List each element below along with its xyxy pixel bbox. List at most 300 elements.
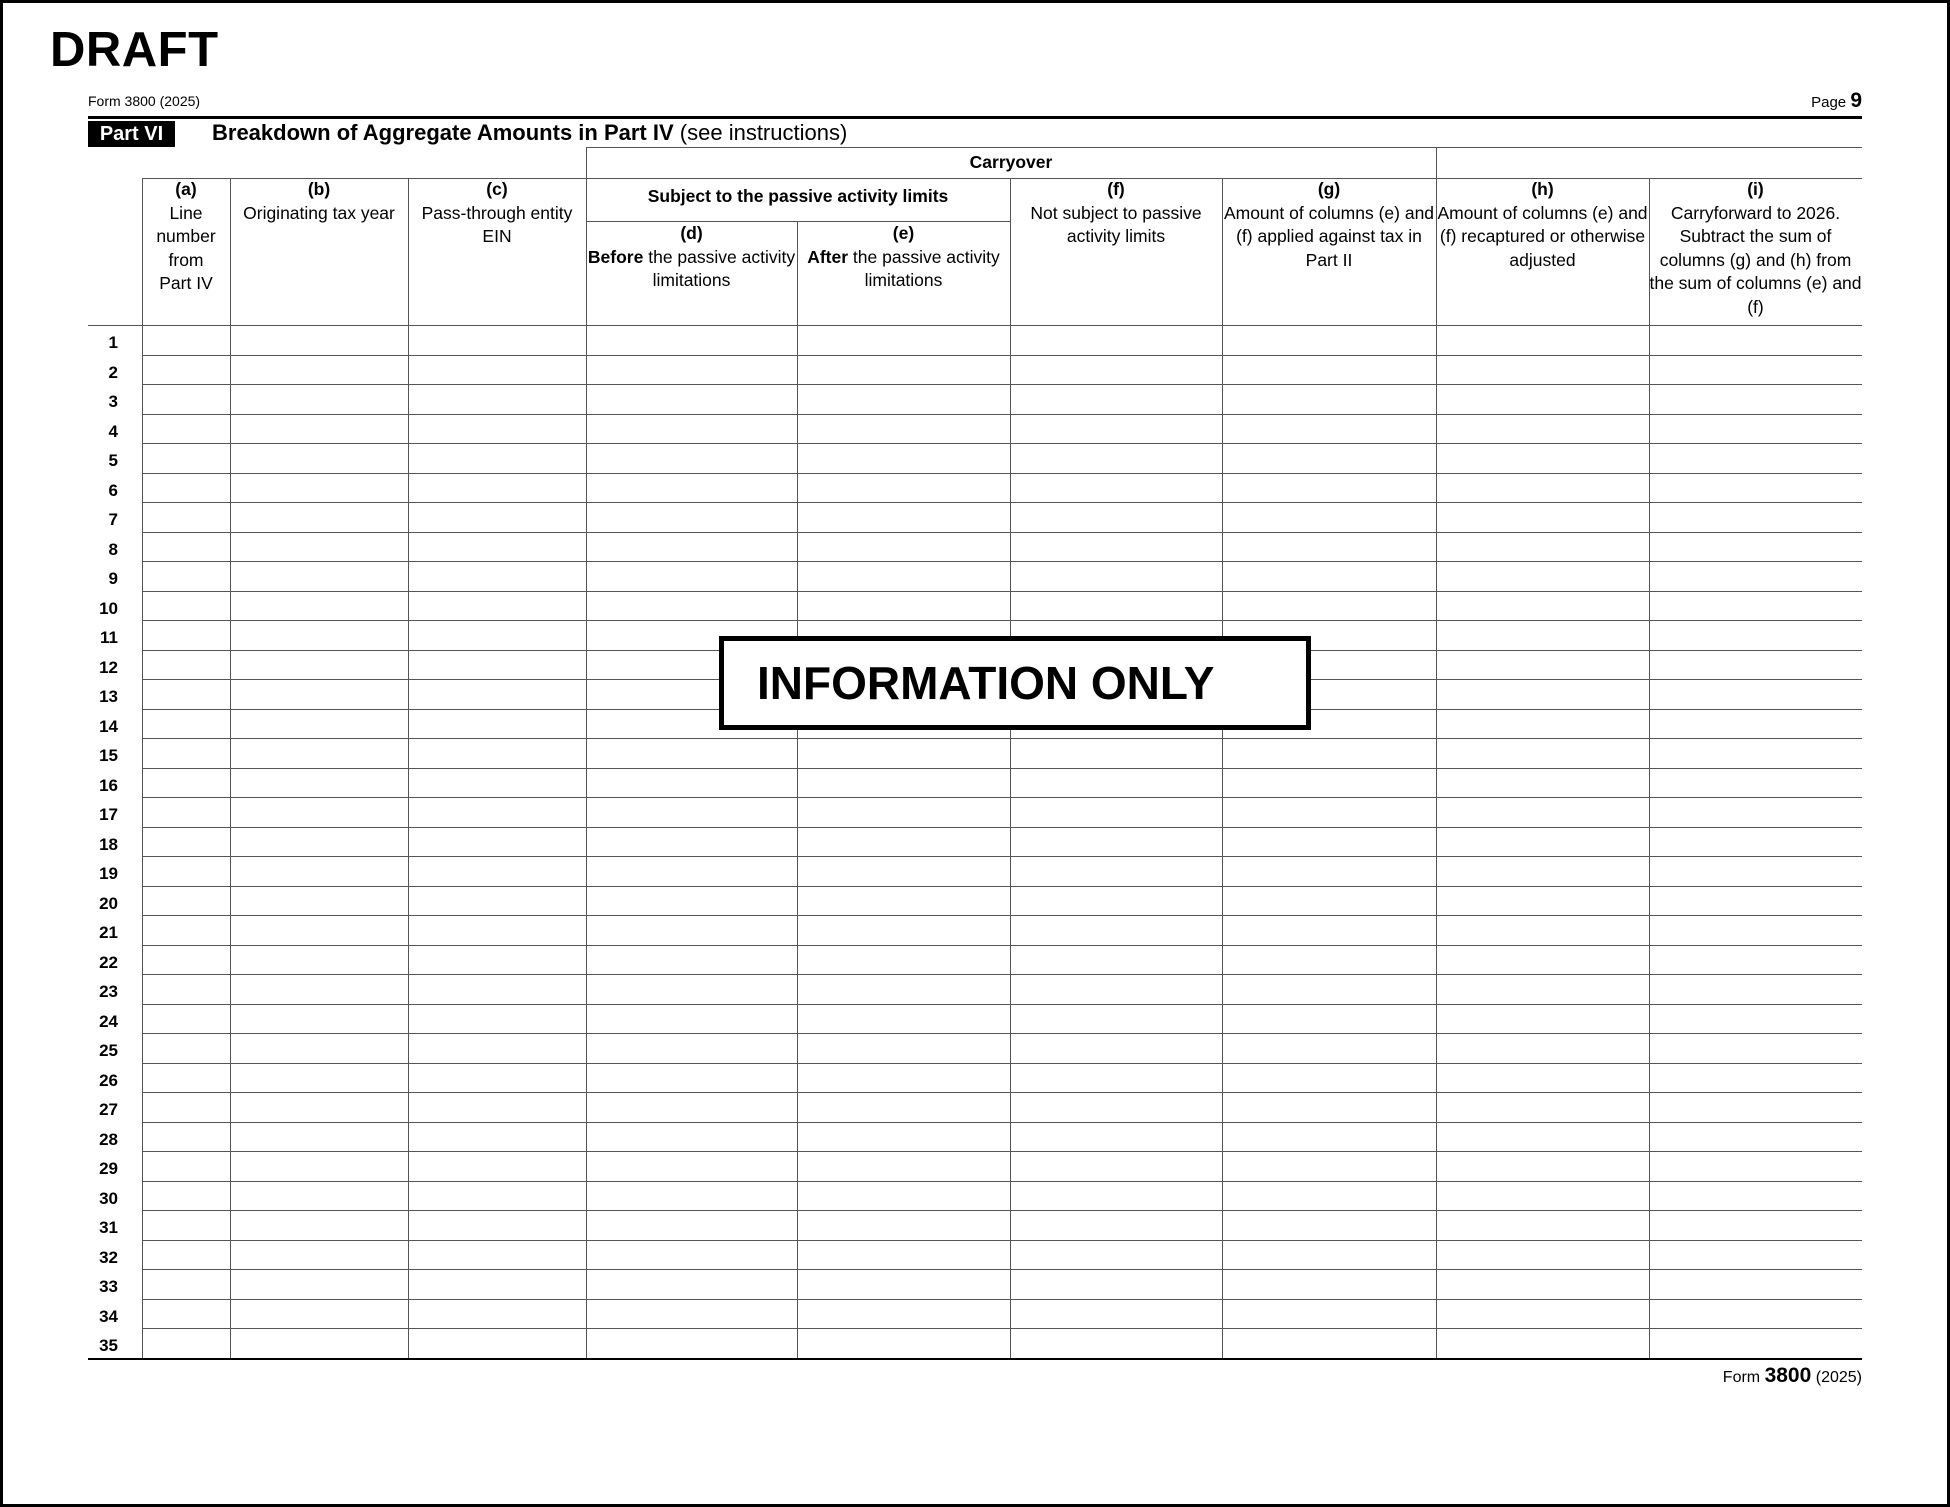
table-cell[interactable] <box>1011 1182 1222 1211</box>
table-cell[interactable] <box>798 1211 1010 1240</box>
table-cell[interactable] <box>798 1270 1010 1299</box>
table-cell[interactable] <box>587 562 797 591</box>
table-cell[interactable] <box>409 975 586 1004</box>
table-cell[interactable] <box>231 828 408 857</box>
table-cell[interactable] <box>143 916 230 945</box>
table-cell[interactable] <box>143 828 230 857</box>
table-cell[interactable] <box>1223 1241 1436 1270</box>
table-cell[interactable] <box>231 769 408 798</box>
table-cell[interactable] <box>587 1005 797 1034</box>
table-cell[interactable] <box>1223 916 1436 945</box>
table-cell[interactable] <box>1011 474 1222 503</box>
table-cell[interactable] <box>231 857 408 886</box>
table-cell[interactable] <box>1437 503 1649 532</box>
table-cell[interactable] <box>231 1152 408 1181</box>
table-cell[interactable] <box>1223 1329 1436 1358</box>
table-cell[interactable] <box>587 1152 797 1181</box>
table-cell[interactable] <box>409 1005 586 1034</box>
table-cell[interactable] <box>1223 887 1436 916</box>
table-cell[interactable] <box>409 916 586 945</box>
table-cell[interactable] <box>143 946 230 975</box>
table-cell[interactable] <box>1223 1300 1436 1329</box>
table-cell[interactable] <box>143 326 230 355</box>
table-cell[interactable] <box>587 503 797 532</box>
table-cell[interactable] <box>587 415 797 444</box>
table-cell[interactable] <box>798 916 1010 945</box>
table-cell[interactable] <box>143 975 230 1004</box>
table-cell[interactable] <box>409 769 586 798</box>
table-cell[interactable] <box>409 680 586 709</box>
table-cell[interactable] <box>143 857 230 886</box>
table-cell[interactable] <box>798 1064 1010 1093</box>
table-cell[interactable] <box>587 798 797 827</box>
table-cell[interactable] <box>231 1211 408 1240</box>
table-cell[interactable] <box>1650 621 1862 650</box>
table-cell[interactable] <box>587 385 797 414</box>
table-cell[interactable] <box>409 651 586 680</box>
table-cell[interactable] <box>409 1300 586 1329</box>
table-cell[interactable] <box>143 769 230 798</box>
table-cell[interactable] <box>587 1211 797 1240</box>
table-cell[interactable] <box>1437 415 1649 444</box>
table-cell[interactable] <box>409 444 586 473</box>
table-cell[interactable] <box>1437 1034 1649 1063</box>
table-cell[interactable] <box>143 1270 230 1299</box>
table-cell[interactable] <box>587 1329 797 1358</box>
table-cell[interactable] <box>798 1123 1010 1152</box>
table-cell[interactable] <box>143 1329 230 1358</box>
table-cell[interactable] <box>1437 326 1649 355</box>
table-cell[interactable] <box>1650 798 1862 827</box>
table-cell[interactable] <box>587 592 797 621</box>
table-cell[interactable] <box>798 533 1010 562</box>
table-cell[interactable] <box>231 739 408 768</box>
table-cell[interactable] <box>1437 562 1649 591</box>
table-cell[interactable] <box>1011 503 1222 532</box>
table-cell[interactable] <box>587 1241 797 1270</box>
table-cell[interactable] <box>587 474 797 503</box>
table-cell[interactable] <box>587 1300 797 1329</box>
table-cell[interactable] <box>409 1064 586 1093</box>
table-cell[interactable] <box>143 1093 230 1122</box>
table-cell[interactable] <box>231 415 408 444</box>
table-cell[interactable] <box>231 533 408 562</box>
table-cell[interactable] <box>409 887 586 916</box>
table-cell[interactable] <box>143 356 230 385</box>
table-cell[interactable] <box>1437 975 1649 1004</box>
table-cell[interactable] <box>409 356 586 385</box>
table-cell[interactable] <box>143 1182 230 1211</box>
table-cell[interactable] <box>1011 415 1222 444</box>
table-cell[interactable] <box>1437 769 1649 798</box>
table-cell[interactable] <box>143 1123 230 1152</box>
table-cell[interactable] <box>143 385 230 414</box>
table-cell[interactable] <box>1437 1123 1649 1152</box>
table-cell[interactable] <box>1011 739 1222 768</box>
table-cell[interactable] <box>1650 1300 1862 1329</box>
table-cell[interactable] <box>1650 975 1862 1004</box>
table-cell[interactable] <box>1437 857 1649 886</box>
table-cell[interactable] <box>1650 1093 1862 1122</box>
table-cell[interactable] <box>798 356 1010 385</box>
table-cell[interactable] <box>1437 474 1649 503</box>
table-cell[interactable] <box>231 444 408 473</box>
table-cell[interactable] <box>1650 769 1862 798</box>
table-cell[interactable] <box>587 1123 797 1152</box>
table-cell[interactable] <box>1650 1241 1862 1270</box>
table-cell[interactable] <box>1223 326 1436 355</box>
table-cell[interactable] <box>587 769 797 798</box>
table-cell[interactable] <box>1650 326 1862 355</box>
table-cell[interactable] <box>1650 1005 1862 1034</box>
table-cell[interactable] <box>1650 857 1862 886</box>
table-cell[interactable] <box>1650 385 1862 414</box>
table-cell[interactable] <box>231 798 408 827</box>
table-cell[interactable] <box>798 503 1010 532</box>
table-cell[interactable] <box>231 385 408 414</box>
table-cell[interactable] <box>798 739 1010 768</box>
table-cell[interactable] <box>587 916 797 945</box>
table-cell[interactable] <box>798 798 1010 827</box>
table-cell[interactable] <box>1223 444 1436 473</box>
table-cell[interactable] <box>1650 474 1862 503</box>
table-cell[interactable] <box>231 916 408 945</box>
table-cell[interactable] <box>1223 1123 1436 1152</box>
table-cell[interactable] <box>1011 592 1222 621</box>
table-cell[interactable] <box>587 1093 797 1122</box>
table-cell[interactable] <box>1437 1270 1649 1299</box>
table-cell[interactable] <box>231 326 408 355</box>
table-cell[interactable] <box>1011 1241 1222 1270</box>
table-cell[interactable] <box>231 1123 408 1152</box>
table-cell[interactable] <box>143 444 230 473</box>
table-cell[interactable] <box>1011 326 1222 355</box>
table-cell[interactable] <box>409 562 586 591</box>
table-cell[interactable] <box>798 857 1010 886</box>
table-cell[interactable] <box>409 385 586 414</box>
table-cell[interactable] <box>143 739 230 768</box>
table-cell[interactable] <box>1011 769 1222 798</box>
table-cell[interactable] <box>1437 828 1649 857</box>
table-cell[interactable] <box>798 1182 1010 1211</box>
table-cell[interactable] <box>1437 1329 1649 1358</box>
table-cell[interactable] <box>1223 1064 1436 1093</box>
table-cell[interactable] <box>143 1152 230 1181</box>
table-cell[interactable] <box>1437 1182 1649 1211</box>
table-cell[interactable] <box>1650 1270 1862 1299</box>
table-cell[interactable] <box>798 1152 1010 1181</box>
table-cell[interactable] <box>231 651 408 680</box>
table-cell[interactable] <box>1223 828 1436 857</box>
table-cell[interactable] <box>231 1064 408 1093</box>
table-cell[interactable] <box>1437 1211 1649 1240</box>
table-cell[interactable] <box>798 828 1010 857</box>
table-cell[interactable] <box>409 503 586 532</box>
table-cell[interactable] <box>1437 710 1649 739</box>
table-cell[interactable] <box>798 1300 1010 1329</box>
table-cell[interactable] <box>1223 1182 1436 1211</box>
table-cell[interactable] <box>409 857 586 886</box>
table-cell[interactable] <box>798 444 1010 473</box>
table-cell[interactable] <box>1223 1093 1436 1122</box>
table-cell[interactable] <box>1650 710 1862 739</box>
table-cell[interactable] <box>231 621 408 650</box>
table-cell[interactable] <box>1223 503 1436 532</box>
table-cell[interactable] <box>1650 828 1862 857</box>
table-cell[interactable] <box>1650 1034 1862 1063</box>
table-cell[interactable] <box>1011 562 1222 591</box>
table-cell[interactable] <box>409 946 586 975</box>
table-cell[interactable] <box>1011 385 1222 414</box>
table-cell[interactable] <box>231 946 408 975</box>
table-cell[interactable] <box>409 1270 586 1299</box>
table-cell[interactable] <box>409 1034 586 1063</box>
table-cell[interactable] <box>143 1034 230 1063</box>
table-cell[interactable] <box>143 1064 230 1093</box>
table-cell[interactable] <box>231 503 408 532</box>
table-cell[interactable] <box>409 592 586 621</box>
table-cell[interactable] <box>1223 415 1436 444</box>
table-cell[interactable] <box>1437 1152 1649 1181</box>
table-cell[interactable] <box>1223 474 1436 503</box>
table-cell[interactable] <box>409 415 586 444</box>
table-cell[interactable] <box>409 1182 586 1211</box>
table-cell[interactable] <box>409 798 586 827</box>
table-cell[interactable] <box>1650 533 1862 562</box>
table-cell[interactable] <box>1223 533 1436 562</box>
table-cell[interactable] <box>1223 946 1436 975</box>
table-cell[interactable] <box>409 1123 586 1152</box>
table-cell[interactable] <box>587 356 797 385</box>
table-cell[interactable] <box>1011 857 1222 886</box>
table-cell[interactable] <box>1650 415 1862 444</box>
table-cell[interactable] <box>231 1093 408 1122</box>
table-cell[interactable] <box>231 710 408 739</box>
table-cell[interactable] <box>231 887 408 916</box>
table-cell[interactable] <box>1011 533 1222 562</box>
table-cell[interactable] <box>587 828 797 857</box>
table-cell[interactable] <box>1650 1329 1862 1358</box>
table-cell[interactable] <box>1011 975 1222 1004</box>
table-cell[interactable] <box>143 710 230 739</box>
table-cell[interactable] <box>1650 1064 1862 1093</box>
table-cell[interactable] <box>587 444 797 473</box>
table-cell[interactable] <box>1437 946 1649 975</box>
table-cell[interactable] <box>1437 916 1649 945</box>
table-cell[interactable] <box>1650 356 1862 385</box>
table-cell[interactable] <box>1437 1241 1649 1270</box>
table-cell[interactable] <box>1223 1005 1436 1034</box>
table-cell[interactable] <box>1437 651 1649 680</box>
table-cell[interactable] <box>1437 444 1649 473</box>
table-cell[interactable] <box>1223 562 1436 591</box>
table-cell[interactable] <box>1011 1123 1222 1152</box>
table-cell[interactable] <box>1223 1211 1436 1240</box>
table-cell[interactable] <box>1650 1182 1862 1211</box>
table-cell[interactable] <box>1650 651 1862 680</box>
table-cell[interactable] <box>1011 1093 1222 1122</box>
table-cell[interactable] <box>143 1241 230 1270</box>
table-cell[interactable] <box>1650 916 1862 945</box>
table-cell[interactable] <box>409 1152 586 1181</box>
table-cell[interactable] <box>587 975 797 1004</box>
table-cell[interactable] <box>231 1034 408 1063</box>
table-cell[interactable] <box>1650 592 1862 621</box>
table-cell[interactable] <box>1650 1211 1862 1240</box>
table-cell[interactable] <box>587 857 797 886</box>
table-cell[interactable] <box>409 1093 586 1122</box>
table-cell[interactable] <box>587 1034 797 1063</box>
table-cell[interactable] <box>231 1005 408 1034</box>
table-cell[interactable] <box>1437 887 1649 916</box>
table-cell[interactable] <box>1223 1034 1436 1063</box>
table-cell[interactable] <box>1650 887 1862 916</box>
table-cell[interactable] <box>1223 1152 1436 1181</box>
table-cell[interactable] <box>1223 857 1436 886</box>
table-cell[interactable] <box>587 1064 797 1093</box>
table-cell[interactable] <box>231 356 408 385</box>
table-cell[interactable] <box>231 1300 408 1329</box>
table-cell[interactable] <box>1011 798 1222 827</box>
table-cell[interactable] <box>1223 975 1436 1004</box>
table-cell[interactable] <box>143 1300 230 1329</box>
table-cell[interactable] <box>143 680 230 709</box>
table-cell[interactable] <box>587 1270 797 1299</box>
table-cell[interactable] <box>1437 385 1649 414</box>
table-cell[interactable] <box>1223 739 1436 768</box>
table-cell[interactable] <box>587 533 797 562</box>
table-cell[interactable] <box>1437 1005 1649 1034</box>
table-cell[interactable] <box>1437 1093 1649 1122</box>
table-cell[interactable] <box>798 769 1010 798</box>
table-cell[interactable] <box>409 828 586 857</box>
table-cell[interactable] <box>409 474 586 503</box>
table-cell[interactable] <box>798 326 1010 355</box>
table-cell[interactable] <box>1011 1211 1222 1240</box>
table-cell[interactable] <box>143 503 230 532</box>
table-cell[interactable] <box>1011 1152 1222 1181</box>
table-cell[interactable] <box>798 1034 1010 1063</box>
table-cell[interactable] <box>231 562 408 591</box>
table-cell[interactable] <box>1437 592 1649 621</box>
table-cell[interactable] <box>1437 680 1649 709</box>
table-cell[interactable] <box>1223 592 1436 621</box>
table-cell[interactable] <box>587 887 797 916</box>
table-cell[interactable] <box>231 1329 408 1358</box>
table-cell[interactable] <box>143 592 230 621</box>
table-cell[interactable] <box>143 887 230 916</box>
table-cell[interactable] <box>1650 1123 1862 1152</box>
table-cell[interactable] <box>798 1329 1010 1358</box>
table-cell[interactable] <box>1437 533 1649 562</box>
table-cell[interactable] <box>587 1182 797 1211</box>
table-cell[interactable] <box>1650 739 1862 768</box>
table-cell[interactable] <box>798 474 1010 503</box>
table-cell[interactable] <box>798 385 1010 414</box>
table-cell[interactable] <box>1437 356 1649 385</box>
table-cell[interactable] <box>1437 1300 1649 1329</box>
table-cell[interactable] <box>1223 798 1436 827</box>
table-cell[interactable] <box>231 474 408 503</box>
table-cell[interactable] <box>409 1241 586 1270</box>
table-cell[interactable] <box>143 562 230 591</box>
table-cell[interactable] <box>1011 1300 1222 1329</box>
table-cell[interactable] <box>1650 503 1862 532</box>
table-cell[interactable] <box>1650 1152 1862 1181</box>
table-cell[interactable] <box>1011 1064 1222 1093</box>
table-cell[interactable] <box>798 1005 1010 1034</box>
table-cell[interactable] <box>587 739 797 768</box>
table-cell[interactable] <box>1011 828 1222 857</box>
table-cell[interactable] <box>1011 946 1222 975</box>
table-cell[interactable] <box>1437 1064 1649 1093</box>
table-cell[interactable] <box>1650 444 1862 473</box>
table-cell[interactable] <box>231 1182 408 1211</box>
table-cell[interactable] <box>1650 946 1862 975</box>
table-cell[interactable] <box>587 326 797 355</box>
table-cell[interactable] <box>231 680 408 709</box>
table-cell[interactable] <box>798 592 1010 621</box>
table-cell[interactable] <box>409 1211 586 1240</box>
table-cell[interactable] <box>409 710 586 739</box>
table-cell[interactable] <box>231 1241 408 1270</box>
table-cell[interactable] <box>587 946 797 975</box>
table-cell[interactable] <box>409 533 586 562</box>
table-cell[interactable] <box>1437 621 1649 650</box>
table-cell[interactable] <box>1223 769 1436 798</box>
table-cell[interactable] <box>409 621 586 650</box>
table-cell[interactable] <box>798 975 1010 1004</box>
table-cell[interactable] <box>143 798 230 827</box>
table-cell[interactable] <box>409 326 586 355</box>
table-cell[interactable] <box>798 415 1010 444</box>
table-cell[interactable] <box>1011 1034 1222 1063</box>
table-cell[interactable] <box>1437 739 1649 768</box>
table-cell[interactable] <box>1223 1270 1436 1299</box>
table-cell[interactable] <box>1011 444 1222 473</box>
table-cell[interactable] <box>231 1270 408 1299</box>
table-cell[interactable] <box>1011 1005 1222 1034</box>
table-cell[interactable] <box>798 562 1010 591</box>
table-cell[interactable] <box>1223 356 1436 385</box>
table-cell[interactable] <box>1011 356 1222 385</box>
table-cell[interactable] <box>143 415 230 444</box>
table-cell[interactable] <box>1223 385 1436 414</box>
table-cell[interactable] <box>798 1241 1010 1270</box>
table-cell[interactable] <box>143 621 230 650</box>
table-cell[interactable] <box>143 474 230 503</box>
table-cell[interactable] <box>1011 887 1222 916</box>
table-cell[interactable] <box>143 533 230 562</box>
table-cell[interactable] <box>1650 680 1862 709</box>
table-cell[interactable] <box>1011 1329 1222 1358</box>
table-cell[interactable] <box>409 1329 586 1358</box>
table-cell[interactable] <box>143 1211 230 1240</box>
table-cell[interactable] <box>798 946 1010 975</box>
table-cell[interactable] <box>409 739 586 768</box>
table-cell[interactable] <box>143 651 230 680</box>
table-cell[interactable] <box>1011 1270 1222 1299</box>
table-cell[interactable] <box>1650 562 1862 591</box>
table-cell[interactable] <box>231 592 408 621</box>
table-cell[interactable] <box>231 975 408 1004</box>
table-cell[interactable] <box>143 1005 230 1034</box>
table-cell[interactable] <box>798 1093 1010 1122</box>
table-cell[interactable] <box>1437 798 1649 827</box>
footer-year: (2025) <box>1815 1369 1862 1386</box>
table-cell[interactable] <box>1011 916 1222 945</box>
table-cell[interactable] <box>798 887 1010 916</box>
